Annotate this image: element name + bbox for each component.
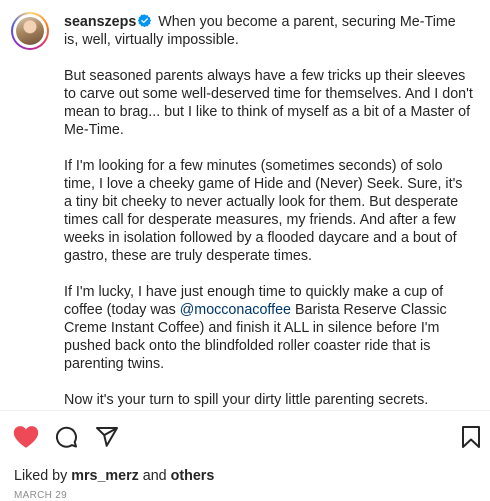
likes-middle: and (138, 468, 171, 484)
username-link[interactable]: seanszeps (64, 14, 137, 30)
caption-paragraph-3: If I'm looking for a few minutes (sometimes seconds) of solo time, I love a cheeky game of Hide and (Never) Seek. Sure, it's a tiny bit cheeky to never actually look for them. But desperate times call for desperate measures, my friends. And after a few weeks in isolation followed by a flooded daycare and a bout of gastro, these are truly desperate times. (64, 158, 463, 264)
post-date: MARCH 29 (14, 490, 67, 501)
bookmark-icon[interactable] (461, 425, 481, 449)
caption-text-after-mention: Barista Reserve Classic Creme Instant Coffee) and finish it ALL in silence before I'm pushed back onto the blindfolded roller coaster ride that is parenting twins. (64, 302, 447, 372)
caption-paragraph-2: But seasoned parents always have a few tricks up their sleeves to carve out some well-deserved time for themselves. And I don't mean to brag... but I like to think of myself as a bit of a Master of Me-Time. (64, 68, 473, 138)
likes-prefix: Liked by (14, 468, 72, 484)
caption-paragraph-1 (64, 13, 474, 49)
paper-plane-icon[interactable] (95, 425, 119, 449)
likes-summary (14, 467, 214, 485)
avatar-ring-gap (13, 14, 47, 48)
mention-link[interactable]: @mocconacoffee (179, 302, 291, 318)
action-bar (0, 411, 490, 463)
post-caption (64, 13, 474, 410)
caption-paragraph-4 (64, 283, 474, 373)
likes-others-link[interactable]: others (170, 468, 215, 484)
caption-paragraph-5: Now it's your turn to spill your dirty little parenting secrets. (64, 392, 429, 408)
heart-icon[interactable] (13, 425, 39, 449)
caption-text-line-1: When you become a parent, securing Me-Time is, well, virtually impossible. (64, 14, 456, 48)
caption-text-before-mention: If I'm lucky, I have just enough time to quickly make a cup of coffee (today was (64, 284, 444, 318)
avatar[interactable] (11, 12, 49, 50)
avatar-photo (16, 17, 44, 45)
comment-icon[interactable] (54, 425, 78, 449)
liked-by-user-link[interactable]: mrs_merz (71, 468, 139, 484)
verified-badge-icon (138, 14, 151, 27)
